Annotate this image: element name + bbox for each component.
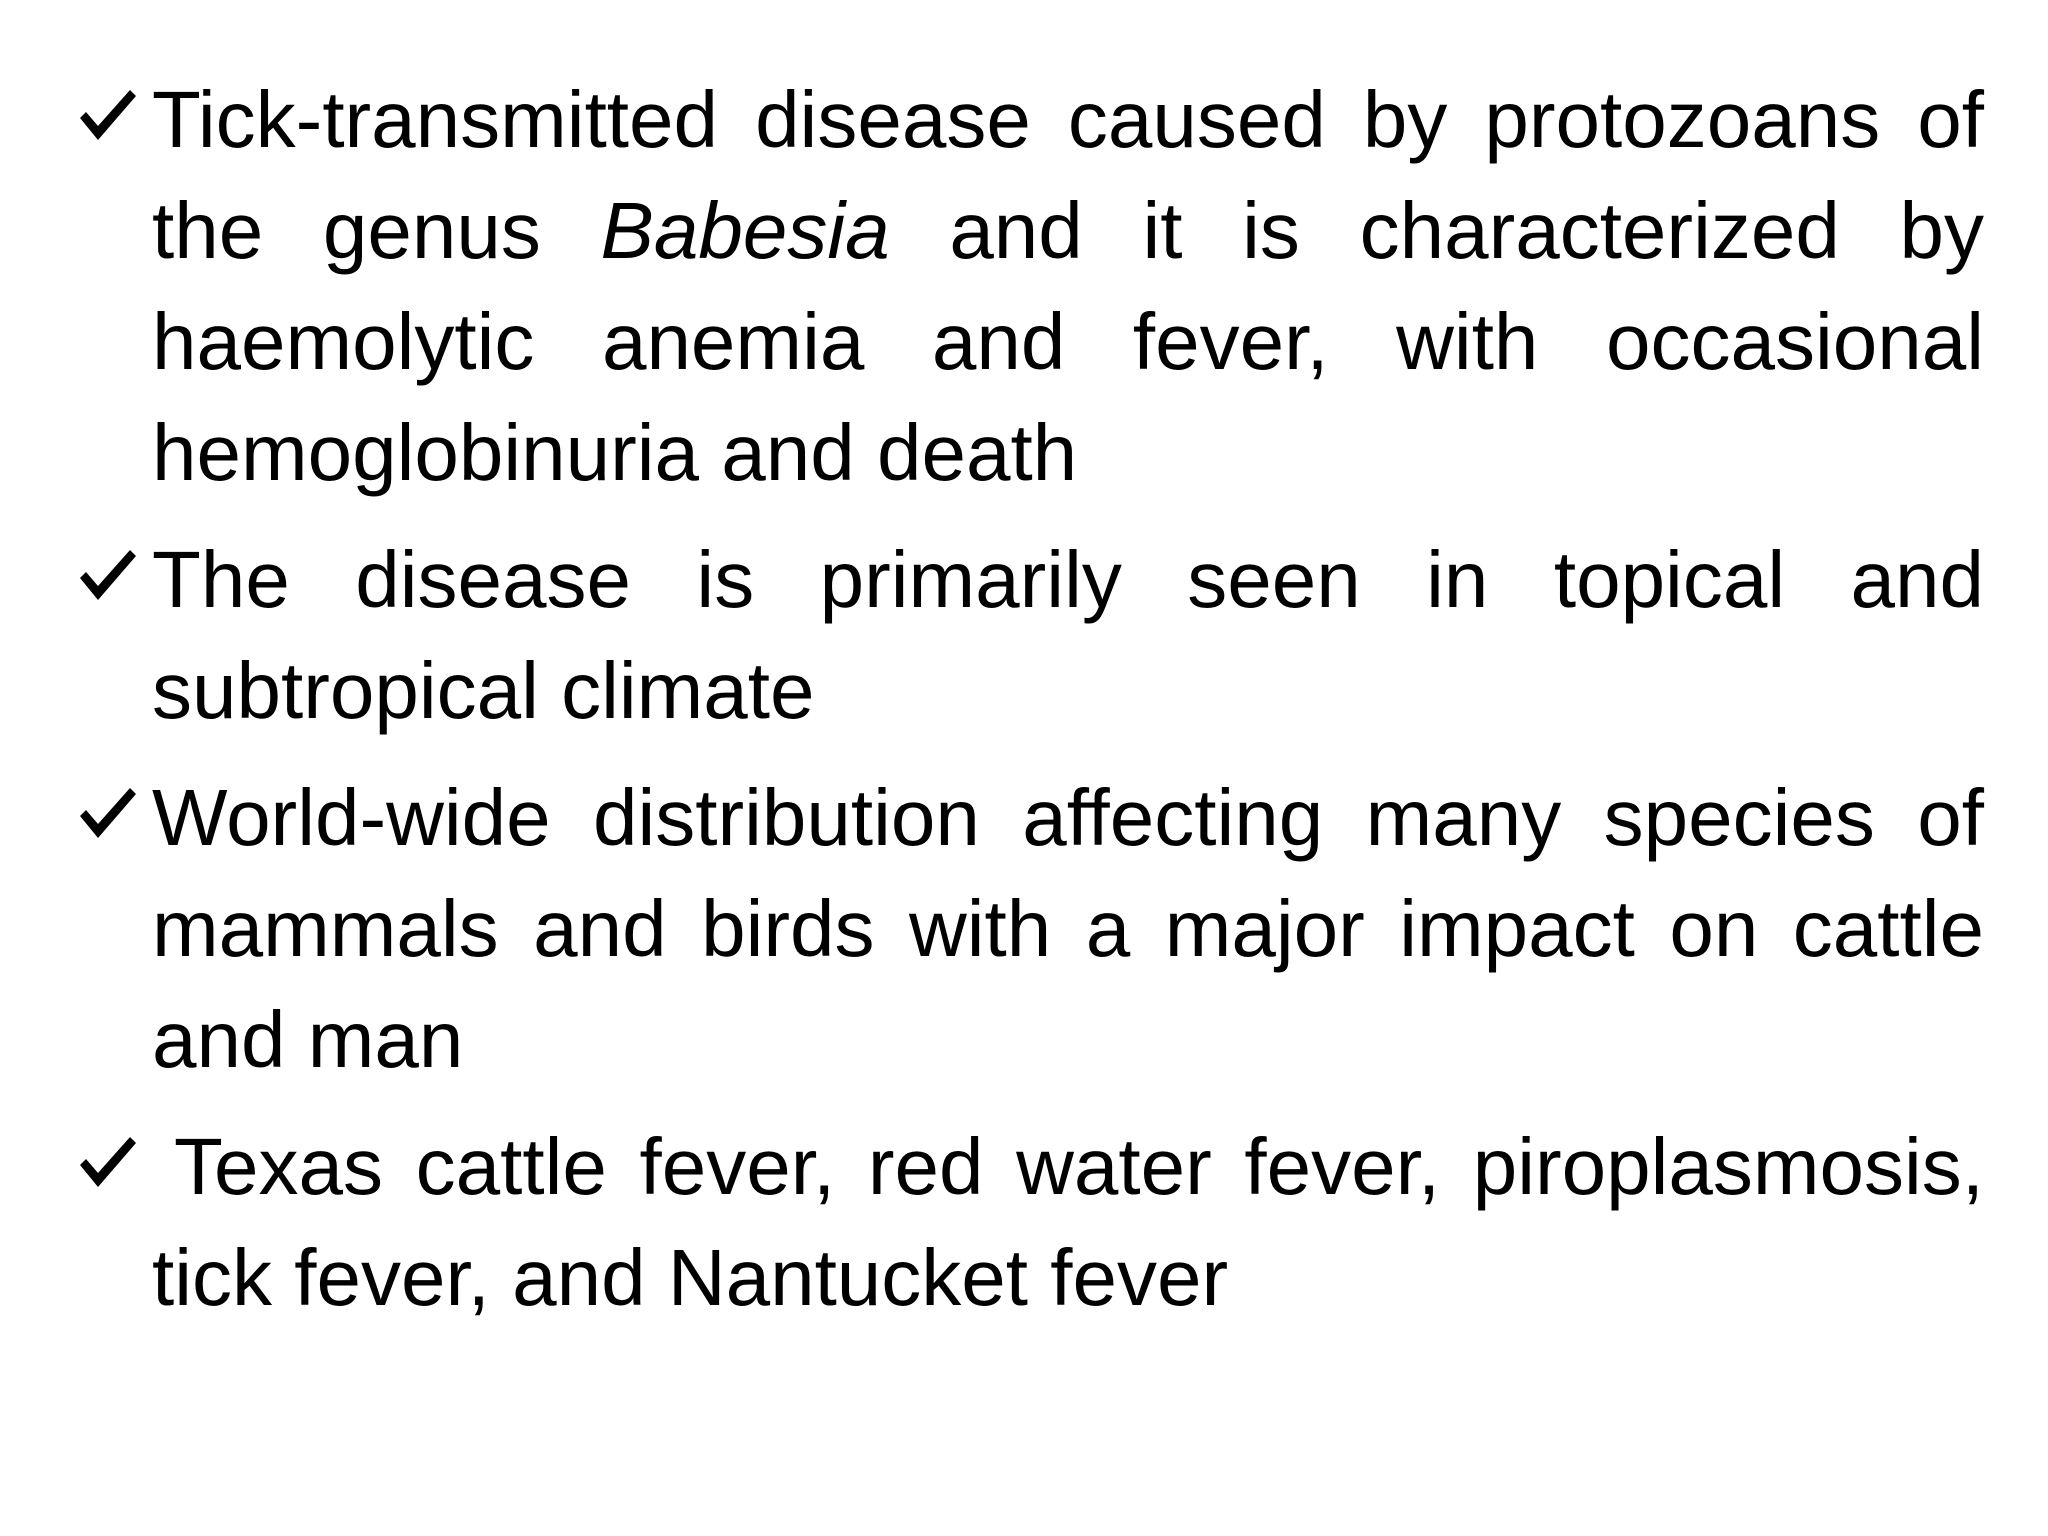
bullet-text (152, 75, 1984, 497)
bullet-list (76, 64, 1984, 1333)
bullet-text-part: and it is characterized by haemolytic anemia and fever, with occasional hemoglobinuria and death (152, 186, 1984, 497)
bullet-text: Texas cattle fever, red water fever, piroplasmosis, tick fever, and Nantucket fever (152, 1122, 1984, 1322)
bullet-item-3 (76, 762, 1984, 1095)
bullet-item-1 (76, 64, 1984, 508)
check-icon (76, 544, 138, 604)
genus-name: Babesia (600, 186, 890, 275)
bullet-item-2 (76, 524, 1984, 746)
check-icon (76, 1131, 138, 1191)
bullet-text: World-wide distribution affecting many species of mammals and birds with a major impact on cattle and man (152, 773, 1984, 1084)
bullet-item-4 (76, 1111, 1984, 1333)
check-icon (76, 782, 138, 842)
check-icon (76, 84, 138, 144)
bullet-text-part: Tick-transmitted disease caused by protozoans of the genus (152, 75, 1984, 275)
bullet-text: The disease is primarily seen in topical and subtropical climate (152, 535, 1984, 735)
